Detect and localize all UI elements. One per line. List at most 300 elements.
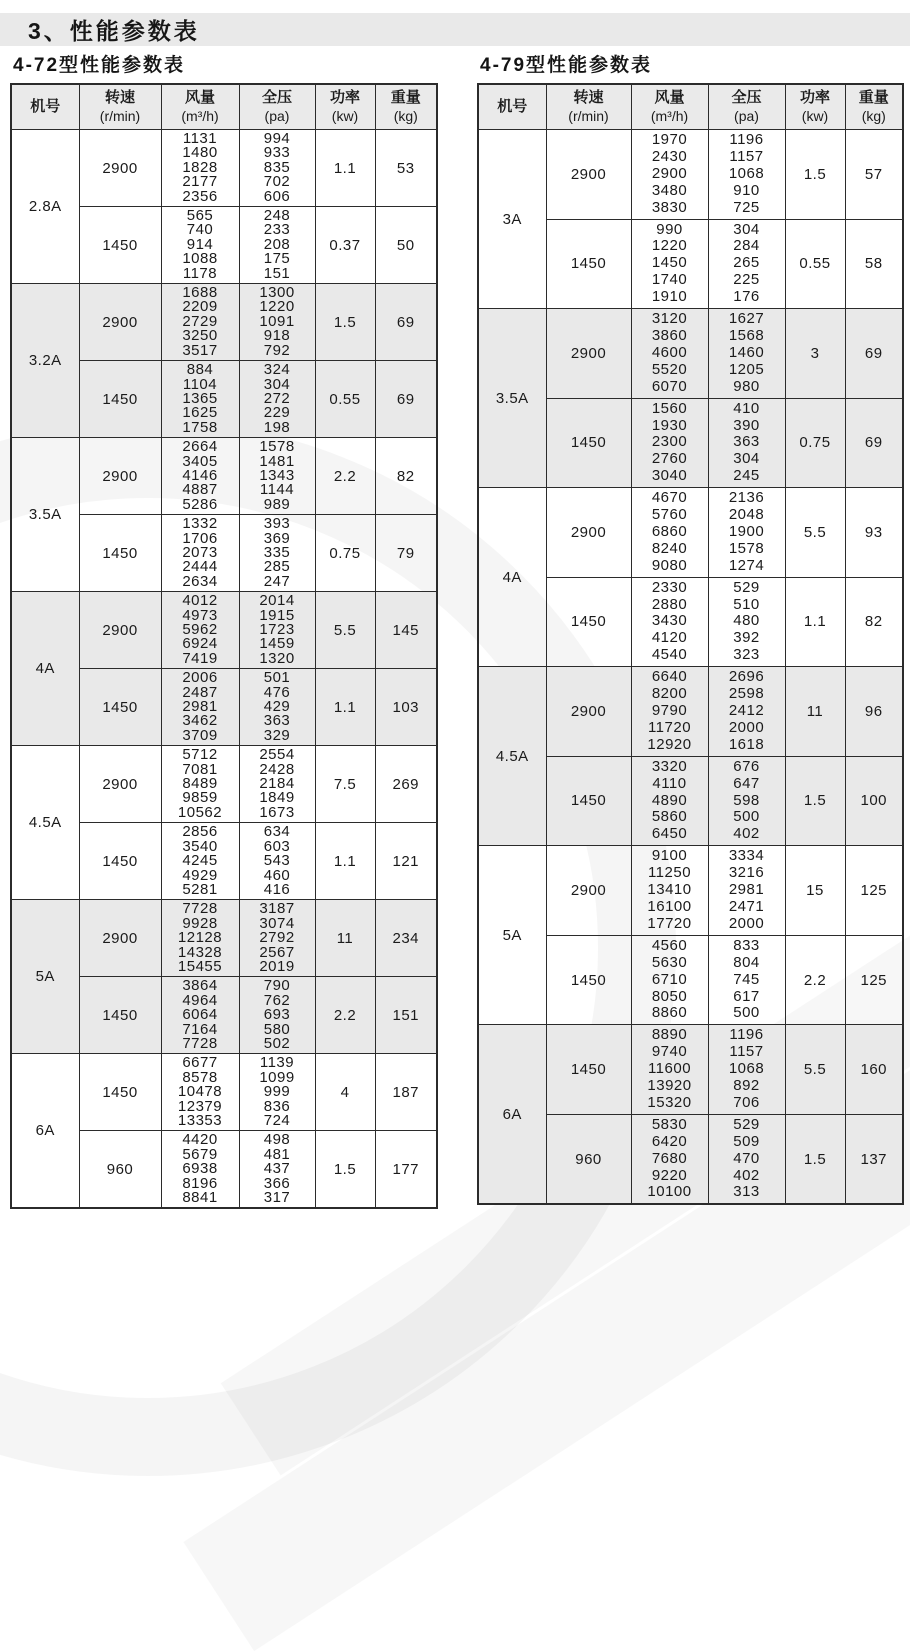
- value-line: 2000: [728, 718, 765, 736]
- value-line: 3120: [651, 310, 688, 328]
- value-line: 6420: [651, 1132, 688, 1150]
- value-line: 2900: [651, 164, 688, 182]
- value-line: 1627: [728, 310, 765, 328]
- value-line: 2634: [182, 572, 218, 590]
- value-line: 1625: [182, 404, 218, 422]
- data-row: [11, 438, 437, 515]
- value-line: 369: [263, 529, 291, 547]
- value-line: 914: [186, 235, 214, 253]
- weight-cell: 69: [845, 309, 903, 399]
- value-line: 647: [733, 774, 760, 792]
- value-line: 8200: [651, 685, 688, 703]
- weight-cell: 177: [375, 1131, 437, 1209]
- value-line: 17720: [647, 914, 692, 932]
- value-line: 933: [263, 144, 291, 162]
- value-line: 2471: [728, 897, 765, 915]
- value-line: 2019: [259, 957, 295, 975]
- value-line: 1068: [728, 164, 765, 182]
- pressure-cell: [708, 577, 785, 667]
- pressure-cell: [708, 398, 785, 488]
- value-line: 1139: [259, 1054, 295, 1072]
- value-line: 910: [733, 181, 760, 199]
- value-line: 1131: [182, 130, 218, 147]
- speed-cell: 1450: [546, 398, 631, 488]
- power-cell: 2.2: [315, 977, 375, 1054]
- value-line: 1157: [729, 147, 764, 165]
- speed-cell: 1450: [546, 1025, 631, 1115]
- speed-cell: 1450: [79, 1054, 161, 1131]
- page-title-banner: [0, 13, 910, 46]
- value-line: 2209: [182, 298, 218, 316]
- value-line: 2014: [259, 592, 295, 610]
- speed-cell: 2900: [546, 846, 631, 936]
- value-line: 3430: [651, 612, 688, 630]
- value-line: 460: [263, 866, 291, 884]
- airflow-cell: [631, 846, 708, 936]
- value-line: 6938: [182, 1160, 218, 1178]
- model-cell: 4.5A: [478, 667, 546, 846]
- column-header: [11, 84, 79, 130]
- value-line: 13410: [647, 881, 692, 899]
- weight-cell: 69: [845, 398, 903, 488]
- airflow-cell: [631, 488, 708, 578]
- value-line: 500: [733, 808, 760, 826]
- value-line: 176: [733, 288, 760, 306]
- value-line: 2048: [728, 506, 765, 524]
- value-line: 3405: [182, 452, 218, 470]
- value-line: 999: [263, 1083, 291, 1101]
- speed-cell: 1450: [79, 361, 161, 438]
- value-line: 2792: [259, 929, 295, 947]
- table-title-4-79: 4-79型性能参数表: [480, 55, 653, 76]
- pressure-cell: [708, 846, 785, 936]
- power-cell: 0.55: [315, 361, 375, 438]
- value-line: 2136: [728, 489, 765, 507]
- power-cell: 0.55: [785, 219, 845, 309]
- pressure-cell: [708, 130, 785, 220]
- power-cell: 1.1: [315, 130, 375, 207]
- value-line: 4560: [651, 936, 688, 954]
- speed-cell: 2900: [79, 746, 161, 823]
- value-line: 10562: [177, 803, 223, 821]
- value-line: 272: [263, 389, 291, 407]
- value-line: 402: [733, 825, 760, 843]
- value-line: 1688: [182, 284, 218, 302]
- value-line: 1450: [651, 254, 688, 272]
- header-unit: (r/min): [568, 108, 609, 125]
- value-line: 3830: [651, 198, 688, 216]
- header-label: 机号: [497, 98, 528, 115]
- value-line: 7419: [182, 649, 218, 667]
- value-line: 1300: [259, 284, 295, 302]
- header-label: 功率: [799, 89, 830, 107]
- value-line: 1104: [182, 375, 218, 393]
- airflow-cell: [631, 309, 708, 399]
- pressure-cell: [239, 130, 315, 207]
- pressure-cell: [239, 669, 315, 746]
- data-row: [11, 746, 437, 823]
- airflow-cell: [631, 130, 708, 220]
- column-header: [708, 84, 785, 130]
- value-line: 392: [733, 629, 760, 647]
- header-unit: (m³/h): [181, 108, 219, 125]
- value-line: 1706: [182, 529, 218, 547]
- airflow-cell: [631, 219, 708, 309]
- model-cell: 5A: [11, 900, 79, 1054]
- value-line: 1220: [259, 298, 295, 316]
- value-line: 1157: [729, 1043, 764, 1061]
- value-line: 4012: [182, 592, 218, 610]
- power-cell: 11: [315, 900, 375, 977]
- value-line: 7728: [182, 1034, 218, 1052]
- value-line: 9220: [651, 1166, 688, 1184]
- data-row: [478, 309, 903, 399]
- header-unit: (kw): [331, 108, 359, 125]
- value-line: 2981: [728, 881, 765, 899]
- column-header: [161, 84, 239, 130]
- value-line: 1578: [259, 438, 295, 456]
- value-line: 476: [263, 683, 291, 701]
- pressure-cell: [708, 1025, 785, 1115]
- value-line: 1220: [651, 237, 688, 255]
- value-line: 323: [733, 646, 760, 664]
- value-line: 5679: [182, 1145, 218, 1163]
- value-line: 317: [263, 1189, 291, 1207]
- pressure-cell: [239, 900, 315, 977]
- table-title-4-72: 4-72型性能参数表: [13, 55, 186, 76]
- value-line: 8578: [182, 1068, 218, 1086]
- value-line: 15320: [647, 1093, 692, 1111]
- value-line: 3187: [259, 900, 295, 918]
- speed-cell: 1450: [546, 756, 631, 846]
- airflow-cell: [161, 900, 239, 977]
- value-line: 3517: [182, 341, 218, 359]
- value-line: 304: [263, 375, 291, 393]
- value-line: 5630: [651, 953, 688, 971]
- value-line: 1068: [728, 1060, 765, 1078]
- weight-cell: 96: [845, 667, 903, 757]
- power-cell: 7.5: [315, 746, 375, 823]
- value-line: 1560: [651, 399, 688, 417]
- power-cell: 15: [785, 846, 845, 936]
- value-line: 1828: [182, 158, 218, 176]
- value-line: 11250: [647, 864, 692, 882]
- column-header: [631, 84, 708, 130]
- weight-cell: 50: [375, 207, 437, 284]
- value-line: 5520: [651, 360, 688, 378]
- value-line: 3480: [651, 181, 688, 199]
- weight-cell: 79: [375, 515, 437, 592]
- table-body: [478, 130, 903, 1205]
- value-line: 2330: [651, 578, 688, 596]
- power-cell: 1.5: [785, 1114, 845, 1204]
- value-line: 1178: [182, 264, 218, 282]
- power-cell: 3: [785, 309, 845, 399]
- value-line: 1481: [259, 452, 295, 470]
- value-line: 603: [263, 837, 291, 855]
- value-line: 470: [733, 1149, 760, 1167]
- data-row: [478, 846, 903, 936]
- value-line: 8890: [651, 1026, 688, 1044]
- value-line: 5281: [182, 880, 218, 898]
- value-line: 5286: [182, 495, 218, 513]
- value-line: 4670: [651, 489, 688, 507]
- value-line: 1900: [728, 522, 765, 540]
- speed-cell: 2900: [79, 592, 161, 669]
- value-line: 4120: [651, 629, 688, 647]
- value-line: 15455: [177, 957, 223, 975]
- value-line: 7680: [651, 1149, 688, 1167]
- power-cell: 0.75: [315, 515, 375, 592]
- power-cell: 1.1: [315, 669, 375, 746]
- value-line: 833: [733, 936, 760, 954]
- value-line: 1910: [651, 288, 688, 306]
- model-cell: 3A: [478, 130, 546, 309]
- weight-cell: 269: [375, 746, 437, 823]
- airflow-cell: [161, 592, 239, 669]
- value-line: 6710: [651, 970, 688, 988]
- value-line: 2428: [259, 760, 295, 778]
- airflow-cell: [161, 823, 239, 900]
- weight-cell: 53: [375, 130, 437, 207]
- power-cell: 1.5: [315, 1131, 375, 1209]
- table-body: [11, 130, 437, 1209]
- value-line: 402: [733, 1166, 760, 1184]
- value-line: 313: [733, 1183, 760, 1201]
- airflow-cell: [631, 398, 708, 488]
- value-line: 529: [733, 578, 760, 596]
- value-line: 1930: [651, 416, 688, 434]
- value-line: 1618: [728, 735, 765, 753]
- weight-cell: 125: [845, 935, 903, 1025]
- pressure-cell: [239, 823, 315, 900]
- model-cell: 4.5A: [11, 746, 79, 900]
- airflow-cell: [631, 935, 708, 1025]
- weight-cell: 69: [375, 361, 437, 438]
- airflow-cell: [161, 1054, 239, 1131]
- value-line: 480: [733, 612, 760, 630]
- value-line: 12379: [177, 1097, 223, 1115]
- speed-cell: 1450: [79, 207, 161, 284]
- airflow-cell: [161, 669, 239, 746]
- value-line: 706: [733, 1093, 760, 1111]
- column-header: [546, 84, 631, 130]
- value-line: 363: [263, 712, 291, 730]
- value-line: 1091: [259, 312, 295, 330]
- value-line: 265: [733, 254, 760, 272]
- header-unit: (pa): [264, 108, 290, 125]
- weight-cell: 121: [375, 823, 437, 900]
- model-cell: 3.2A: [11, 284, 79, 438]
- pressure-cell: [239, 515, 315, 592]
- value-line: 1144: [259, 481, 295, 499]
- airflow-cell: [161, 1131, 239, 1209]
- value-line: 1320: [259, 649, 295, 667]
- pressure-cell: [239, 438, 315, 515]
- value-line: 2430: [651, 147, 688, 165]
- weight-cell: 82: [845, 577, 903, 667]
- value-line: 247: [263, 572, 291, 590]
- airflow-cell: [631, 577, 708, 667]
- weight-cell: 57: [845, 130, 903, 220]
- value-line: 740: [186, 221, 214, 239]
- value-line: 416: [263, 880, 291, 898]
- airflow-cell: [161, 284, 239, 361]
- value-line: 10478: [177, 1083, 223, 1101]
- value-line: 565: [186, 207, 214, 225]
- value-line: 8841: [182, 1189, 218, 1207]
- value-line: 2567: [259, 943, 295, 961]
- header-label: 功率: [329, 89, 360, 107]
- value-line: 2184: [259, 775, 295, 793]
- header-label: 机号: [30, 98, 61, 115]
- value-line: 509: [733, 1132, 760, 1150]
- weight-cell: 82: [375, 438, 437, 515]
- value-line: 4887: [182, 481, 218, 499]
- airflow-cell: [631, 667, 708, 757]
- value-line: 1740: [651, 271, 688, 289]
- value-line: 1196: [729, 131, 764, 148]
- value-line: 285: [263, 558, 291, 576]
- table-header: [478, 84, 903, 130]
- value-line: 790: [263, 977, 291, 995]
- value-line: 2000: [728, 914, 765, 932]
- pressure-cell: [708, 1114, 785, 1204]
- header-unit: (m³/h): [650, 108, 689, 125]
- speed-cell: 1450: [546, 935, 631, 1025]
- value-line: 6070: [651, 377, 688, 395]
- model-cell: 3.5A: [478, 309, 546, 488]
- value-line: 16100: [647, 897, 692, 915]
- model-cell: 6A: [478, 1025, 546, 1205]
- speed-cell: 1450: [546, 577, 631, 667]
- value-line: 543: [263, 852, 291, 870]
- value-line: 225: [733, 271, 760, 289]
- value-line: 10100: [647, 1183, 692, 1201]
- speed-cell: 960: [79, 1131, 161, 1209]
- power-cell: 1.1: [315, 823, 375, 900]
- speed-cell: 1450: [79, 515, 161, 592]
- value-line: 4540: [651, 646, 688, 664]
- data-row: [11, 1054, 437, 1131]
- value-line: 1758: [182, 418, 218, 436]
- value-line: 989: [263, 495, 291, 513]
- power-cell: 1.5: [315, 284, 375, 361]
- value-line: 500: [733, 1004, 760, 1022]
- value-line: 245: [733, 467, 760, 485]
- data-row: [478, 488, 903, 578]
- value-line: 2073: [182, 543, 218, 561]
- value-line: 390: [733, 416, 760, 434]
- weight-cell: 100: [845, 756, 903, 846]
- value-line: 724: [263, 1112, 291, 1129]
- value-line: 2664: [182, 438, 218, 456]
- value-line: 5712: [182, 746, 218, 764]
- value-line: 429: [263, 698, 291, 716]
- value-line: 284: [733, 237, 760, 255]
- data-row: [11, 900, 437, 977]
- pressure-cell: [708, 756, 785, 846]
- value-line: 2300: [651, 433, 688, 451]
- value-line: 2760: [651, 450, 688, 468]
- value-line: 606: [263, 187, 291, 205]
- data-row: [478, 667, 903, 757]
- header-label: 转速: [104, 89, 135, 107]
- value-line: 501: [263, 669, 291, 687]
- table-header: [11, 84, 437, 130]
- value-line: 1365: [182, 389, 218, 407]
- header-label: 风量: [654, 89, 685, 107]
- airflow-cell: [161, 361, 239, 438]
- value-line: 9790: [651, 702, 688, 719]
- airflow-cell: [631, 756, 708, 846]
- airflow-cell: [161, 438, 239, 515]
- header-unit: (pa): [734, 108, 759, 125]
- value-line: 792: [263, 341, 291, 359]
- weight-cell: 151: [375, 977, 437, 1054]
- power-cell: 0.75: [785, 398, 845, 488]
- value-line: 2696: [728, 668, 765, 686]
- model-cell: 6A: [11, 1054, 79, 1209]
- pressure-cell: [708, 935, 785, 1025]
- value-line: 229: [263, 404, 291, 422]
- value-line: 7164: [182, 1020, 218, 1038]
- value-line: 3074: [259, 914, 295, 932]
- value-line: 329: [263, 726, 291, 744]
- value-line: 4973: [182, 606, 218, 624]
- value-line: 4964: [182, 991, 218, 1009]
- value-line: 2880: [651, 595, 688, 613]
- value-line: 9100: [651, 847, 688, 865]
- airflow-cell: [161, 746, 239, 823]
- speed-cell: 2900: [546, 667, 631, 757]
- power-cell: 11: [785, 667, 845, 757]
- table-section-4-72: [10, 49, 436, 1209]
- header-unit: (kg): [393, 108, 418, 125]
- value-line: 7728: [182, 900, 218, 918]
- value-line: 725: [733, 198, 760, 216]
- value-line: 9859: [182, 789, 218, 807]
- value-line: 2006: [182, 669, 218, 687]
- value-line: 11720: [647, 718, 692, 736]
- value-line: 598: [733, 791, 760, 809]
- value-line: 990: [656, 220, 683, 238]
- value-line: 3250: [182, 327, 218, 345]
- model-cell: 5A: [478, 846, 546, 1025]
- speed-cell: 1450: [79, 977, 161, 1054]
- value-line: 4929: [182, 866, 218, 884]
- value-line: 151: [263, 264, 291, 282]
- value-line: 617: [733, 987, 760, 1005]
- value-line: 2177: [182, 173, 218, 191]
- value-line: 1673: [259, 803, 295, 821]
- header-label: 全压: [731, 89, 762, 107]
- column-header: [315, 84, 375, 130]
- pressure-cell: [239, 207, 315, 284]
- value-line: 1343: [259, 466, 295, 484]
- value-line: 481: [263, 1145, 291, 1163]
- value-line: 1915: [259, 606, 295, 624]
- power-cell: 1.5: [785, 130, 845, 220]
- value-line: 1274: [728, 556, 765, 574]
- column-header: [239, 84, 315, 130]
- value-line: 1099: [259, 1068, 295, 1086]
- pressure-cell: [239, 284, 315, 361]
- value-line: 5760: [651, 506, 688, 524]
- value-line: 1332: [182, 515, 218, 533]
- value-line: 175: [263, 250, 291, 268]
- header-unit: (kw): [801, 108, 829, 125]
